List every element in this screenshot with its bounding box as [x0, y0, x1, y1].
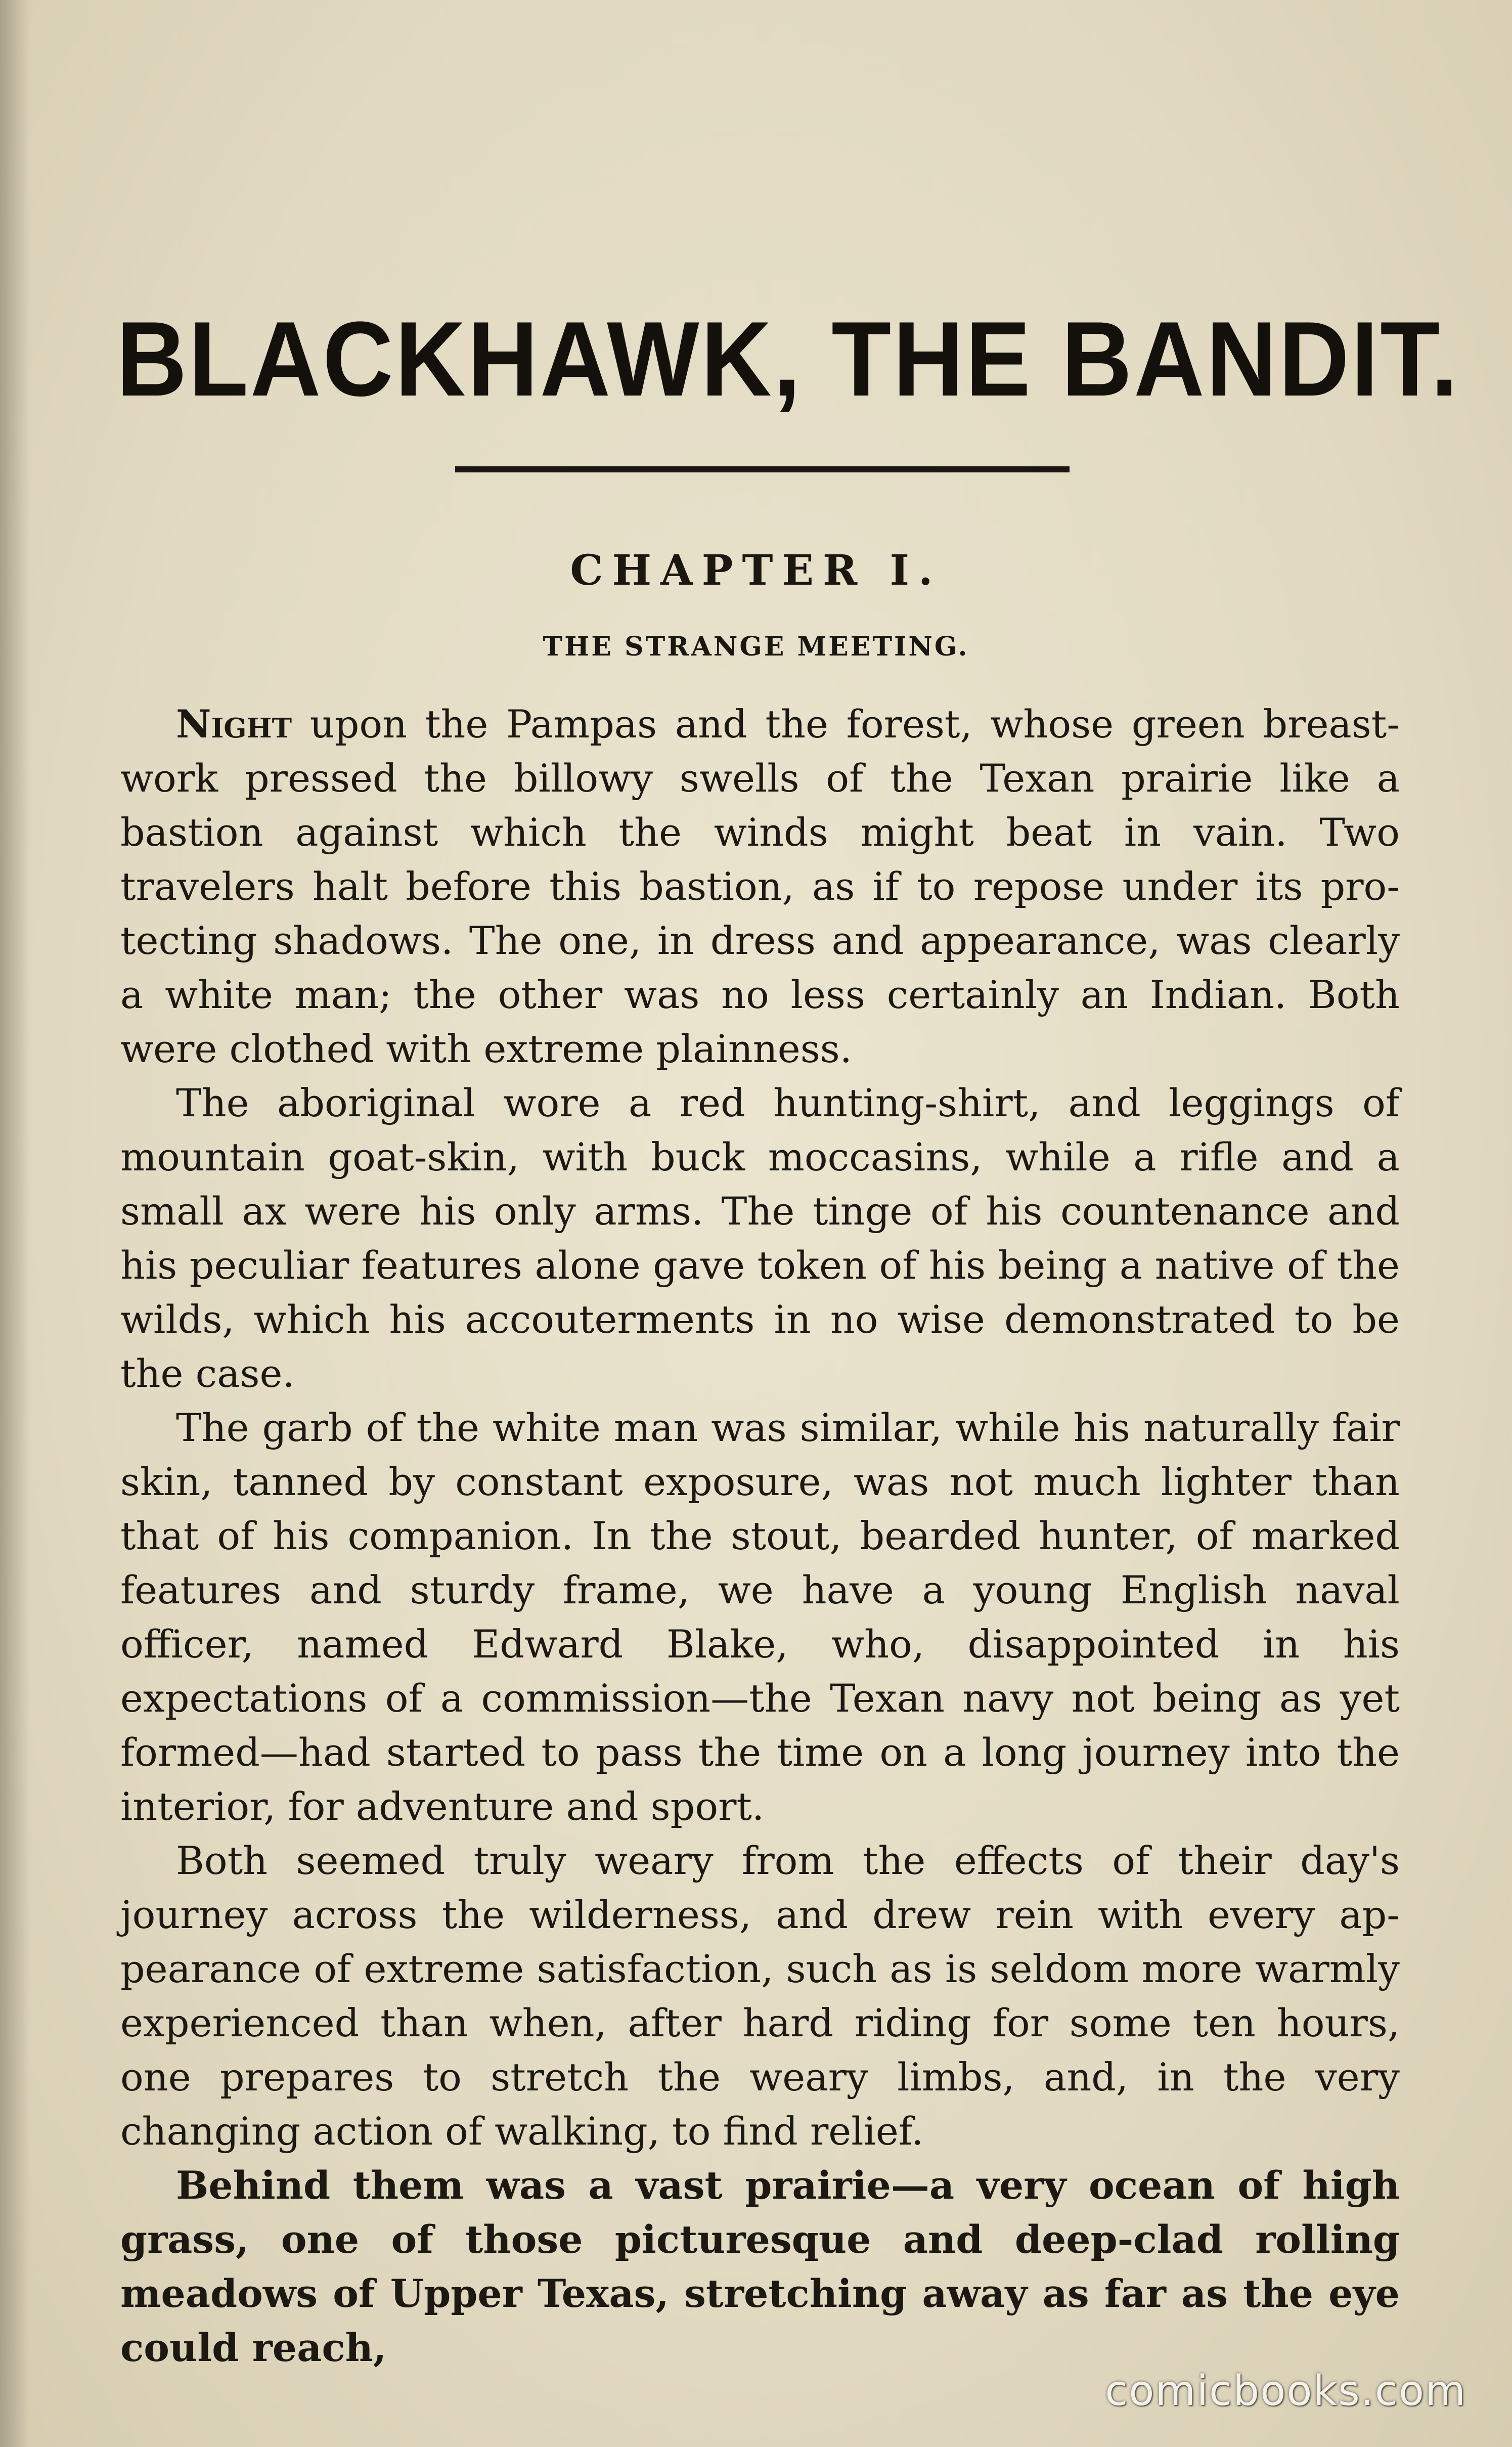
body-text	[120, 697, 1400, 2375]
paragraph-text: The aboriginal wore a red hunting-shirt, and leggings of mountain goat-skin, with buck moccasins, while a rifle and a small ax were his only arms. The tinge of his countenance and his peculiar features alone gave token of his being a native of the wilds, which his accouterments in no wise demonstrated to be the case.	[120, 1080, 1400, 1396]
paragraph	[120, 1401, 1400, 1833]
paragraph-text: The garb of the white man was similar, while his naturally fair skin, tanned by constant exposure, was not much lighter than that of his companion. In the stout, bearded hunter, of marked features and sturdy frame, we have a young English naval officer, named Edward Blake, who, disappointed in his expectations of a commission—the Texan navy not being as yet formed—had started to pass the time on a long journey into the interior, for adventure and sport.	[120, 1405, 1400, 1829]
watermark: comicbooks.com	[1105, 2367, 1466, 2415]
drop-word: Night	[176, 702, 292, 747]
chapter-subtitle: THE STRANGE MEETING.	[543, 631, 969, 662]
paragraph	[120, 697, 1400, 1076]
paragraph	[120, 2158, 1400, 2375]
paragraph-text: Behind them was a vast prairie—a very ocean of high grass, one of those picturesque and deep-clad rolling meadows of Upper Texas, stretching away as far as the eye could reach,	[120, 2163, 1400, 2370]
paragraph	[120, 1076, 1400, 1401]
title-rule	[455, 466, 1070, 472]
paragraph-text: Both seemed truly weary from the effects of their day's journey across the wilderness, and drew rein with every appearance of extreme satisfaction, such as is seldom more warmly experienced than when, after hard riding for some ten hours, one prepares to stretch the weary limbs, and, in the very changing action of walking, to find relief.	[120, 1838, 1400, 2154]
book-title: BLACKHAWK, THE BANDIT.	[116, 299, 1460, 418]
paragraph-text: upon the Pampas and the forest, whose green breastwork pressed the billowy swells of the Texan prairie like a bastion against which the winds might beat in vain. Two travelers halt before this bastion, as if to repose under its protecting shadows. The one, in dress and appearance, was clearly a white man; the other was no less certainly an Indian. Both were clothed with extreme plainness.	[120, 702, 1400, 1071]
chapter-heading: CHAPTER I.	[570, 546, 942, 595]
paragraph	[120, 1833, 1400, 2158]
